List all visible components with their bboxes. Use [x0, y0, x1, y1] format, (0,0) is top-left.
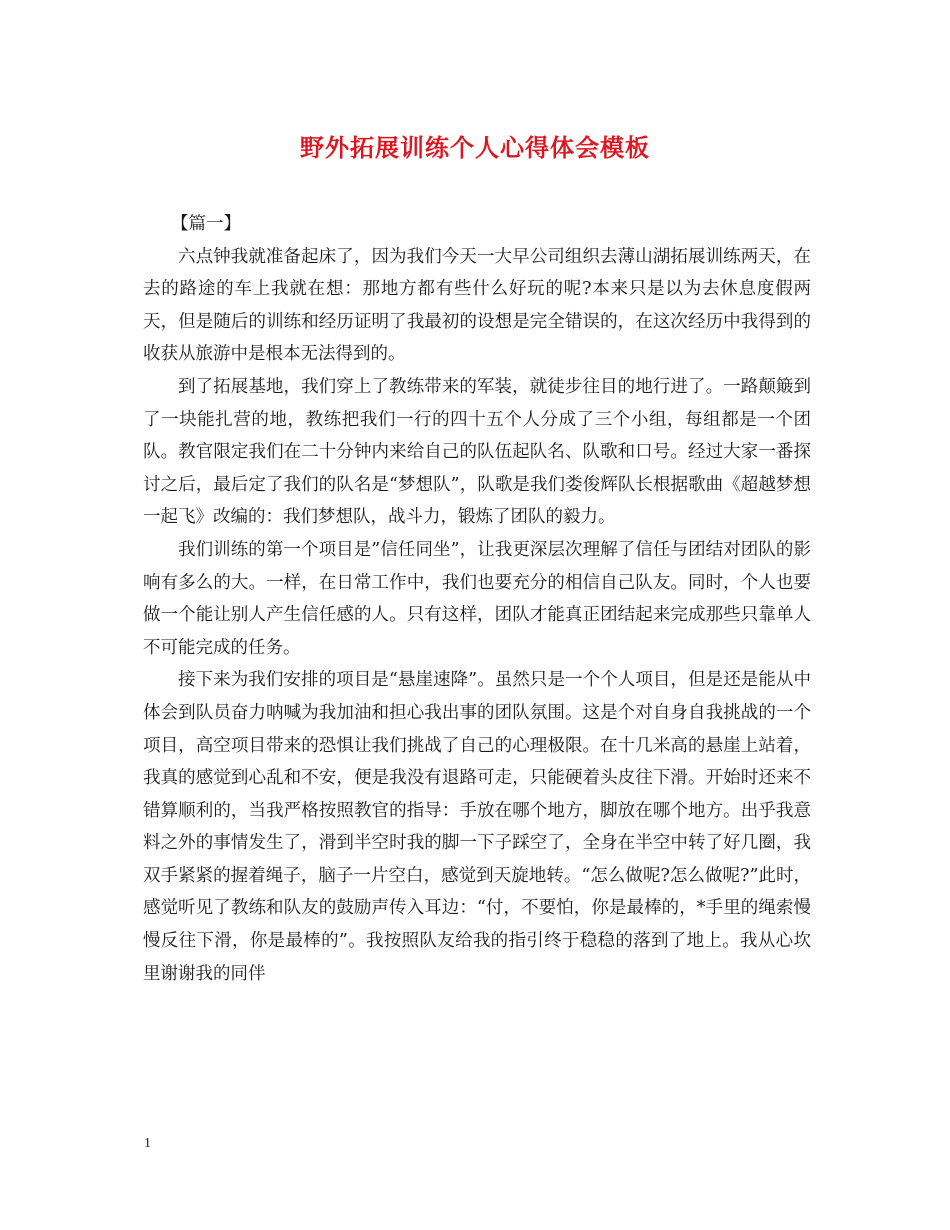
paragraph-3: 我们训练的第一个项目是”信任同坐”，让我更深层次理解了信任与团结对团队的影响有多么的大。一样，在日常工作中，我们也要充分的相信自己队友。同时，个人也要做一个能让别人产生信任感的人。只有这样，团队才能真正团结起来完成那些只靠单人不可能完成的任务。: [143, 539, 811, 658]
paragraph-1: 六点钟我就准备起床了，因为我们今天一大早公司组织去薄山湖拓展训练两天，在去的路途的车上我就在想：那地方都有些什么好玩的呢?本来只是以为去休息度假两天，但是随后的训练和经历证明了我最初的设想是完全错误的，在这次经历中我得到的收获从旅游中是根本无法得到的。: [143, 246, 811, 365]
page-number: 1: [144, 1136, 151, 1151]
paragraph-4: 接下来为我们安排的项目是“悬崖速降”。虽然只是一个个人项目，但是还是能从中体会到队员奋力呐喊为我加油和担心我出事的团队氛围。这是个对自身自我挑战的一个项目，高空项目带来的恐惧让我们挑战了自己的心理极限。在十几米高的悬崖上站着，我真的感觉到心乱和不安，便是我没有退路可走，只能硬着头皮往下滑。开始时还来不错算顺利的，当我严格按照教官的指导：手放在哪个地方，脚放在哪个地方。出乎我意料之外的事情发生了，滑到半空时我的脚一下子踩空了，全身在半空中转了好几圈，我双手紧紧的握着绳子，脑子一片空白，感觉到天旋地转。“怎么做呢?怎么做呢?”此时，感觉听见了教练和队友的鼓励声传入耳边：“付，不要怕，你是最棒的，*手里的绳索慢慢反往下滑，你是最棒的”。我按照队友给我的指引终于稳稳的落到了地上。我从心坎里谢谢我的同伴: [143, 670, 811, 984]
document-title: 野外拓展训练个人心得体会模板: [300, 133, 650, 162]
section-label: 【篇一】: [171, 214, 241, 234]
paragraph-2: 到了拓展基地，我们穿上了教练带来的军装，就徒步往目的地行进了。一路颠簸到了一块能扎营的地，教练把我们一行的四十五个人分成了三个小组，每组都是一个团队。教官限定我们在二十分钟内来给自己的队伍起队名、队歌和口号。经过大家一番探讨之后，最后定了我们的队名是“梦想队”，队歌是我们娄俊辉队长根据歌曲《超越梦想一起飞》改编的：我们梦想队，战斗力，锻炼了团队的毅力。: [143, 376, 811, 528]
document-body: [143, 208, 811, 990]
